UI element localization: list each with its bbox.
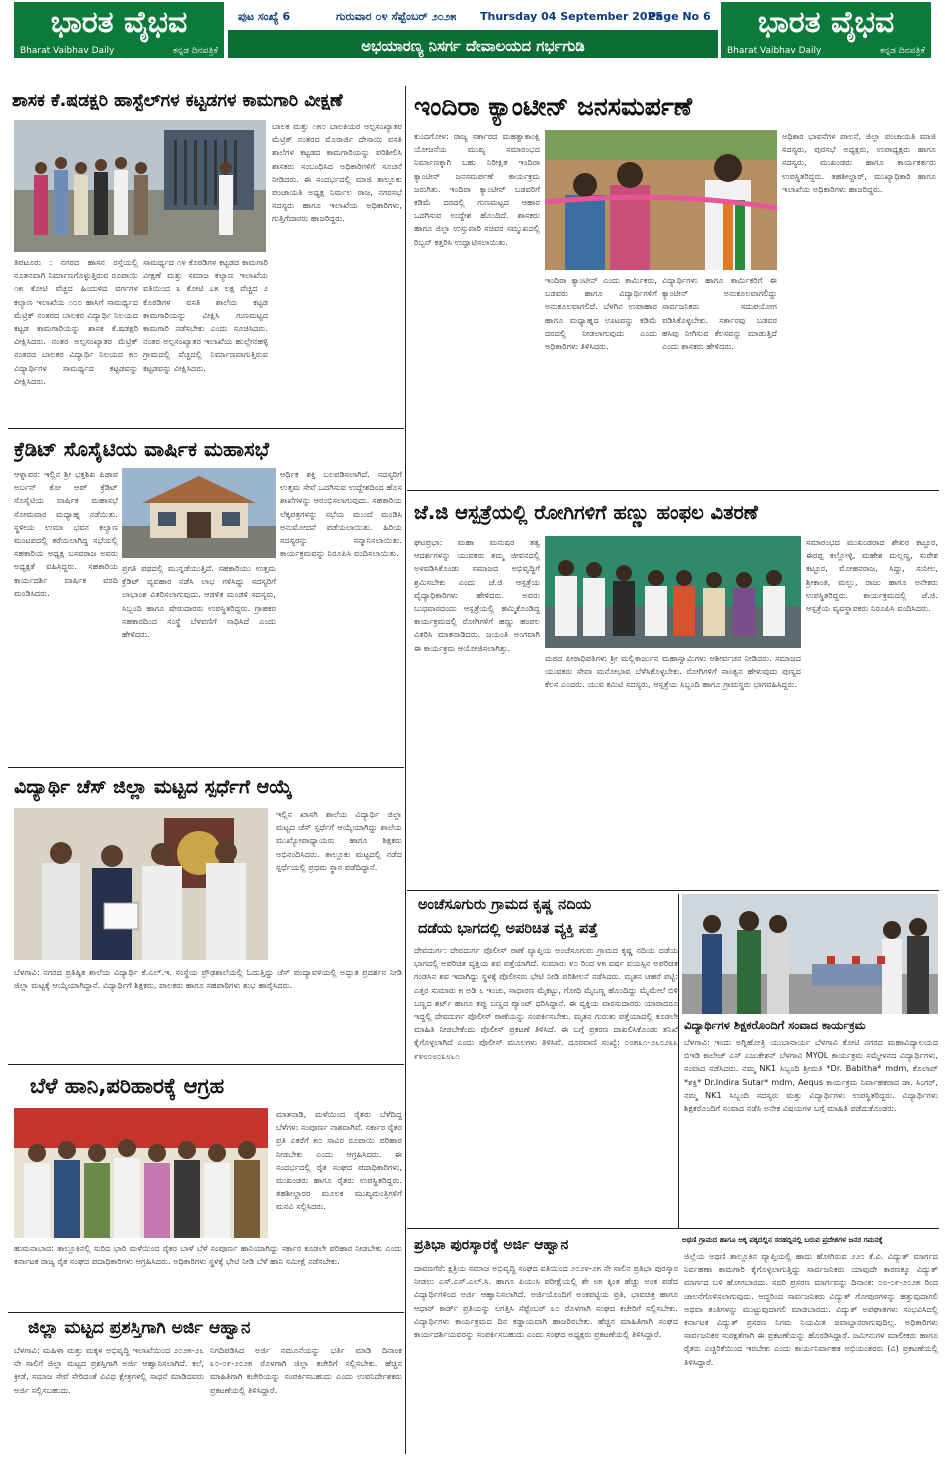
krishna-headline-2: ದಡೆಯ ಭಾಗದಲ್ಲಿ ಅಪರಿಚಿತ ವ್ಯಕ್ತಿ ಪತ್ತೆ [418, 921, 598, 937]
award-headline: ಪ್ರತಿಭಾ ಪುರಸ್ಕಾರಕ್ಕೆ ಅರ್ಜಿ ಆಹ್ವಾನ [414, 1237, 569, 1253]
chess-photo [14, 808, 268, 960]
excellence-headline: ಅಥಣಿ ಗ್ರಾಮದ ಹಾಗೂ ಆಕ್ಕ ಪಕ್ಕದಲ್ಲಿನ ಸರಹದ್ದಿನಲ್ಲಿ ಬರುವ ಪ್ರದೇಶಗಳ ಜನರ ಗಮನಕ್ಕೆ [682, 1235, 883, 1244]
chess-headline: ವಿದ್ಯಾರ್ಥಿ ಚೆಸ್ ಜಿಲ್ಲಾ ಮಟ್ಟದ ಸ್ಪರ್ಧೆಗೆ ಆಯ್ಕೆ [14, 776, 293, 798]
column-divider [405, 86, 406, 1454]
page-number-en: Page No 6 [648, 10, 711, 23]
logo-title: ಭಾರತ ವೈಭವ [721, 2, 931, 44]
excellence-body: ಜಿಲ್ಲೆಯ ಅಥಣಿ ತಾಲ್ಲೂಕಿನ ವ್ಯಾಪ್ತಿಯಲ್ಲಿ ಹಾದು ಹೋಗಿರುವ ೨೨೦ ಕೆ.ವಿ. ವಿದ್ಯುತ್ ಮಾರ್ಗದ ನಿರ್ವಹಣಾ ಕಾಮಗಾರಿ ಕೈಗೊಳ್ಳಲಾಗುತ್ತಿದ್ದು ಸಾರ್ವಜನಿಕರು ಯಾವುದೇ ಕಾರಣಕ್ಕೂ ವಿದ್ಯುತ್ ಮಾರ್ಗದ ಬಳಿ ಹೋಗಬಾರದು. ಸದರಿ ಪ್ರಸರಣ ಮಾರ್ಗವನ್ನು ದಿನಾಂಕ: ೦೮-೦೯-೨೦೨೫ ರಿಂದ ಚಾಲನೆಗೊಳಿಸಲಾಗುವುದು. ಆದ್ದರಿಂದ ಸಾರ್ವಜನಿಕರು ವಿದ್ಯುತ್ ಗೋಪುರಗಳನ್ನು ಹತ್ತುವುದಾಗಲಿ ಅಥವಾ ತಂತಿಗಳನ್ನು ಮುಟ್ಟುವುದಾಗಲಿ ಮಾಡಬಾರದು. ವಿದ್ಯುತ್ ಅಪಘಾತಗಳು ಸಂಭವಿಸಿದಲ್ಲಿ ಕರ್ನಾಟಕ ವಿದ್ಯುತ್ ಪ್ರಸರಣ ನಿಗಮ ನಿಯಮಿತ ಜವಾಬ್ದಾರರಾಗುವುದಿಲ್ಲ. ಅಧಿಕಾರಿಗಳು ಸಾರ್ವಜನಿಕರ ಸುರಕ್ಷತೆಗಾಗಿ ಈ ಪ್ರಕಟಣೆಯನ್ನು ಹೊರಡಿಸಿದ್ದಾರೆ. ಜಮೀನುಗಳ ಮಾಲೀಕರು ಹಾಗೂ ರೈತರು ಎಚ್ಚರಿಕೆಯಿಂದ ಇರಬೇಕು ಎಂದು ಕಾರ್ಯನಿರ್ವಾಹಕ ಅಭಿಯಂತರರು (ವಿ) ಪ್ರಕಟಣೆಯಲ್ಲಿ ತಿಳಿಸಿದ್ದಾರೆ. [684, 1251, 938, 1367]
logo-subtitle [14, 44, 224, 58]
divider [407, 490, 939, 491]
date-en: Thursday 04 September 2025 [480, 10, 663, 23]
credit-photo [122, 468, 276, 558]
date-kn: ಗುರುವಾರ ೦೪ ಸೆಪ್ಟೆಂಬರ್ ೨೦೨೫ [336, 10, 457, 23]
banana-photo [14, 1108, 268, 1238]
logo-subtitle [721, 44, 931, 58]
divider [407, 1228, 939, 1229]
divider [8, 428, 404, 429]
canteen-body-3: ವಿದ್ಯಾರ್ಥಿಗಳು ಹಾಗೂ ಕಾರ್ಮಿಕರಿಗೆ ಈ ಕ್ಯಾಂಟೀನ್ ಅನುಕೂಲವಾಗಲಿದ್ದು ಸಾರ್ವಜನಿಕರು ಸದುಪಯೋಗ ಪಡಿಸಿಕೊಳ್ಳಬೇಕು. ಸರ್ಕಾರವು ಬಡವರ ಹಸಿವು ನೀಗಿಸುವ ಕೆಲಸವನ್ನು ಮಾಡುತ್ತಿದೆ ಎಂದು ಶಾಸಕರು ಹೇಳಿದರು. [662, 275, 777, 352]
banana-body-bottom: ಹುಮನಾಬಾದ: ತಾಲ್ಲೂಕಿನಲ್ಲಿ ಸುರಿದ ಭಾರಿ ಮಳೆಯಿಂದ ರೈತರ ಬಾಳೆ ಬೆಳೆ ಸಂಪೂರ್ಣ ಹಾನಿಯಾಗಿದ್ದು ಸರ್ಕಾರ ಕೂಡಲೇ ಪರಿಹಾರ ನೀಡಬೇಕು ಎಂದು ಕರ್ನಾಟಕ ರಾಜ್ಯ ರೈತ ಸಂಘದ ಪದಾಧಿಕಾರಿಗಳು ಆಗ್ರಹಿಸಿದರು. ಅಧಿಕಾರಿಗಳು ಸ್ಥಳಕ್ಕೆ ಭೇಟಿ ನೀಡಿ ಬೆಳೆ ಹಾನಿ ಸಮೀಕ್ಷೆ ನಡೆಸಬೇಕು. [14, 1243, 402, 1267]
canteen-body-1: ಕುಂದಗೋಳ: ರಾಜ್ಯ ಸರ್ಕಾರದ ಮಹತ್ವಾಕಾಂಕ್ಷಿ ಯೋಜನೆಯ ಮುಖ್ಯ ಸಮಾರಂಭದ ನಿರ್ಮಾಣಕ್ಕಾಗಿ ಬಹು ನಿರೀಕ್ಷಿತ ಇಂದಿರಾ ಕ್ಯಾಂಟೀನ್ ಜನಸಮರ್ಪಣೆ ಕಾರ್ಯಕ್ರಮ ಜರುಗಿತು. ಇಂದಿರಾ ಕ್ಯಾಂಟೀನ್ ಬಡವರಿಗೆ ಕಡಿಮೆ ದರದಲ್ಲಿ ಗುಣಮಟ್ಟದ ಆಹಾರ ಒದಗಿಸುವ ಉದ್ದೇಶ ಹೊಂದಿದೆ. ಶಾಸಕರು ಹಾಗೂ ಜಿಲ್ಲಾ ಉಸ್ತುವಾರಿ ಸಚಿವರ ಸಮ್ಮುಖದಲ್ಲಿ ರಿಬ್ಬನ್ ಕತ್ತರಿಸಿ ಉದ್ಘಾಟಿಸಲಾಯಿತು. [414, 131, 540, 247]
district-body-right: ನಿಗದಿಪಡಿಸಿದ ಅರ್ಜಿ ನಮೂನೆಯನ್ನು ಭರ್ತಿ ಮಾಡಿ ದಿನಾಂಕ ೩೦-೦೯-೨೦೨೫ ರೊಳಗಾಗಿ ಜಿಲ್ಲಾ ಕಚೇರಿಗೆ ಸಲ್ಲಿಸಬೇಕು. ಹೆಚ್ಚಿನ ಮಾಹಿತಿಗಾಗಿ ಕಚೇರಿಯನ್ನು ಸಂಪರ್ಕಿಸಬಹುದು ಎಂದು ಉಪನಿರ್ದೇಶಕರು ಪ್ರಕಟಣೆಯಲ್ಲಿ ತಿಳಿಸಿದ್ದಾರೆ. [210, 1345, 402, 1395]
divider [8, 767, 404, 768]
hostel-body-mid: ಸಾಮರ್ಥ್ಯದ ೧೪ ಕೊಠಡಿಗಳ ಕಟ್ಟಡದ ಕಾಮಗಾರಿ ವೀಕ್ಷಣೆ ಮತ್ತು ಸಮಾಜ ಕಲ್ಯಾಣ ಇಲಾಖೆಯ ವತಿಯಿಂದ ೩ ಕೋಟಿ ೭೫ ಲಕ್ಷ ವೆಚ್ಚದ ೨ ಕೊಠಡಿಗಳ ವಸತಿ ಶಾಲೆಯ ಕಟ್ಟಡ ಕಾಮಗಾರಿಯನ್ನು ವೀಕ್ಷಿಸಿ ಗುಣಮಟ್ಟದ ಕಾಮಗಾರಿ ನಡೆಸಬೇಕು ಎಂದು ಸೂಚಿಸಿದರು. ನಂತರ ಅಲ್ಪಸಂಖ್ಯಾತರ ಇಲಾಖೆಯ ಹುಲ್ಲೇನಹಳ್ಳಿ ಗ್ರಾಮದಲ್ಲಿ ವೆಚ್ಚದಲ್ಲಿ ನಿರ್ಮಾಣವಾಗುತ್ತಿರುವ ಕಟ್ಟಡವನ್ನು ವೀಕ್ಷಿಸಿದರು. [143, 257, 268, 373]
hostel-body-right: ಬಾಲಕ ಮತ್ತು ೧೫೦ ಬಾಲಕಿಯರ ಅಲ್ಪಸಂಖ್ಯಾತರ ಮೆಟ್ರಿಕ್ ನಂತರದ ಮೊರಾರ್ಜಿ ದೇಸಾಯಿ ವಸತಿ ಶಾಲೆಗಳ ಕಟ್ಟಡದ ಕಾಮಗಾರಿಯನ್ನು ಪರಿಶೀಲಿಸಿ ಶಾಸಕರು ಸಂಬಂಧಿಸಿದ ಅಧಿಕಾರಿಗಳಿಗೆ ಸೂಚನೆ ನೀಡಿದರು. ಈ ಸಂದರ್ಭದಲ್ಲಿ ಮಾಜಿ ತಾಲ್ಲೂಕು ಪಂಚಾಯತಿ ಅಧ್ಯಕ್ಷ ನಿರ್ಮಲ ರಾಜ, ನಗರಸಭೆ ಸದಸ್ಯರು ಹಾಗೂ ಇಲಾಖೆಯ ಅಧಿಕಾರಿಗಳು, ಗುತ್ತಿಗೆದಾರರು ಹಾಜರಿದ್ದರು. [272, 121, 402, 224]
district-body-left: ಬೆಳಗಾವಿ: ಮಹಿಳಾ ಮತ್ತು ಮಕ್ಕಳ ಅಭಿವೃದ್ಧಿ ಇಲಾಖೆಯಿಂದ ೨೦೨೫-೨೬ ನೇ ಸಾಲಿಗೆ ಜಿಲ್ಲಾ ಮಟ್ಟದ ಪ್ರಶಸ್ತಿಗಾಗಿ ಅರ್ಜಿ ಆಹ್ವಾನಿಸಲಾಗಿದೆ. ಕಲೆ, ಕ್ರೀಡೆ, ಸಮಾಜ ಸೇವೆ ಸೇರಿದಂತೆ ವಿವಿಧ ಕ್ಷೇತ್ರಗಳಲ್ಲಿ ಸಾಧನೆ ಮಾಡಿದವರು ಅರ್ಜಿ ಸಲ್ಲಿಸಬಹುದು. [14, 1345, 204, 1395]
masthead-logo-right [721, 2, 931, 58]
krishna-body: ದೇವದುರ್ಗ: ದೇವದುರ್ಗ ಪೊಲೀಸ್ ಠಾಣೆ ವ್ಯಾಪ್ತಿಯ ಅಂಚೆಸೂಗುರು ಗ್ರಾಮದ ಕೃಷ್ಣ ನದಿಯ ದಡೆಯ ಭಾಗದಲ್ಲಿ ಅಪರಿಚಿತ ವ್ಯಕ್ತಿಯ ಶವ ಪತ್ತೆಯಾಗಿದೆ. ಸುಮಾರು ೪೦ ರಿಂದ ೪೫ ವರ್ಷ ವಯಸ್ಸಿನ ಅಪರಿಚಿತ ಗಂಡಸಿನ ಶವ ಇದಾಗಿದ್ದು ಸ್ಥಳಕ್ಕೆ ಪೊಲೀಸರು ಭೇಟಿ ನೀಡಿ ಪರಿಶೀಲನೆ ನಡೆಸಿದರು. ಮೃತನ ಚಹರೆ ಪಟ್ಟಿ: ಎತ್ತರ ಸುಮಾರು ೫ ಅಡಿ ೬ ಇಂಚು, ಸಾಧಾರಣ ಮೈಕಟ್ಟು, ಗೋಧಿ ಮೈಬಣ್ಣ ಹೊಂದಿದ್ದು ಮೈಮೇಲೆ ಬಿಳಿ ಬಣ್ಣದ ಶರ್ಟ್ ಹಾಗೂ ಕಪ್ಪು ಬಣ್ಣದ ಪ್ಯಾಂಟ್ ಧರಿಸಿದ್ದಾನೆ. ಈ ವ್ಯಕ್ತಿಯ ವಾರಸುದಾರರು ಯಾರಾದರೂ ಇದ್ದಲ್ಲಿ ದೇವದುರ್ಗ ಪೊಲೀಸ್ ಠಾಣೆಯನ್ನು ಸಂಪರ್ಕಿಸಬೇಕು. ಮೃತನ ಗುರುತು ಪತ್ತೆಯಾದಲ್ಲಿ ಕೂಡಲೇ ಮಾಹಿತಿ ನೀಡಬೇಕೆಂದು ಪೊಲೀಸ್ ಪ್ರಕಟಣೆ ತಿಳಿಸಿದೆ. ಈ ಬಗ್ಗೆ ಪ್ರಕರಣ ದಾಖಲಿಸಿಕೊಂಡು ತನಿಖೆ ಕೈಗೊಳ್ಳಲಾಗಿದೆ ಎಂದು ಪೊಲೀಸ್ ಮೂಲಗಳು ತಿಳಿಸಿವೆ. ದೂರವಾಣಿ ಸಂಖ್ಯೆ: ೦೮೫೩೧-೨೬೦೨೩೩ ೯೪೮೦೮೦೩೮೬೧ [414, 945, 678, 1061]
credit-headline: ಕ್ರೆಡಿಟ್ ಸೊಸೈಟಿಯ ವಾರ್ಷಿಕ ಮಹಾಸಭೆ [14, 437, 270, 461]
divider [8, 1064, 404, 1065]
chess-body-right: ಇಲ್ಲಿನ ಖಾಸಗಿ ಶಾಲೆಯ ವಿದ್ಯಾರ್ಥಿ ಜಿಲ್ಲಾ ಮಟ್ಟದ ಚೆಸ್ ಸ್ಪರ್ಧೆಗೆ ಆಯ್ಕೆಯಾಗಿದ್ದು ಶಾಲೆಯ ಮುಖ್ಯೋಪಾಧ್ಯಾಯರು ಹಾಗೂ ಶಿಕ್ಷಕರು ಅಭಿನಂದಿಸಿದರು. ತಾಲ್ಲೂಕು ಮಟ್ಟದಲ್ಲಿ ನಡೆದ ಸ್ಪರ್ಧೆಯಲ್ಲಿ ಪ್ರಥಮ ಸ್ಥಾನ ಪಡೆದಿದ್ದಾನೆ. [276, 809, 402, 872]
teachers-body: ಬೆಳಗಾವಿ: ಇಂದು ಅಗ್ನಿಹೋತ್ರಿ ಯುಬಾನಾರ್ಯ ಬೆಳಗಾವಿ ಕೋಟಿ ನಗರದ ಮಹಾವಿದ್ಯಾಲಯದ ಬಿಇಡಿ ಕಾಲೇಜ್ ಎಸ್ ಎಜುಕೇಶನ್ ಬೆಳಗಾವಿ MYOL ಕಾರ್ಯಕ್ರಮ ಸಮ್ಮೇಳನದ ವಿದ್ಯಾರ್ಥಿಗಳು, ಸಂವಾದ ನಡೆಸಿದರು. ನಮ್ಮ NK1 ಸಿಬ್ಬಂದಿ ಶ್ರೀಮತಿ *Dr. Babitha* mdm, ಕೊಲಾಪ್ *ಶಕ್ತಿ* Dr.Indira Sutar* mdm, Aequs ಕಾರ್ಯಕ್ರಮ ನಿರ್ವಾಹಕರಾದ ಡಾ. ಸಿಂಗರ್, ನಮ್ಮ NK1 ಸಿಬ್ಬಂದಿ ಸದಸ್ಯರು ಮತ್ತು ವಿದ್ಯಾರ್ಥಿಗಳು ಉಪಸ್ಥಿತರಿದ್ದರು. ವಿದ್ಯಾರ್ಥಿಗಳು ಶಿಕ್ಷಕರೊಂದಿಗೆ ಸಂವಾದ ನಡೆಸಿ ಅನೇಕ ವಿಷಯಗಳ ಬಗ್ಗೆ ಮಾಹಿತಿ ಪಡೆದುಕೊಂಡರು. [684, 1037, 938, 1114]
canteen-headline: ಇಂದಿರಾ ಕ್ಯಾಂಟೀನ್ ಜನಸಮರ್ಪಣೆ [414, 92, 692, 121]
divider [407, 890, 939, 891]
canteen-body-2: ಇಂದಿರಾ ಕ್ಯಾಂಟೀನ್ ಎಂದು ಕಾರ್ಮಿಕರು, ಬಡವರು ಹಾಗೂ ವಿದ್ಯಾರ್ಥಿಗಳಿಗೆ ಅನುಕೂಲವಾಗಲಿದೆ. ಬೆಳಗಿನ ಉಪಾಹಾರ ಹಾಗೂ ಮಧ್ಯಾಹ್ನದ ಊಟವನ್ನು ಕಡಿಮೆ ದರದಲ್ಲಿ ನೀಡಲಾಗುವುದು ಎಂದು ಅಧಿಕಾರಿಗಳು ತಿಳಿಸಿದರು. [545, 275, 657, 352]
hospital-body-1: ಘಟಪ್ರಭಾ: ಮಹಾ ಮನುಷರ ತತ್ವ ಆದರ್ಶಗಳನ್ನು ಯುವಕರು ತಮ್ಮ ಜೀವನದಲ್ಲಿ ಅಳವಡಿಸಿಕೊಂಡು ಸಮಾಜದ ಅಭಿವೃದ್ಧಿಗೆ ಶ್ರಮಿಸಬೇಕು ಎಂದು ಜೆ.ಜಿ ಆಸ್ಪತ್ರೆಯ ವೈದ್ಯಾಧಿಕಾರಿಗಳು ಹೇಳಿದರು. ಅವರು ಬುಧವಾರದಂದು ಆಸ್ಪತ್ರೆಯಲ್ಲಿ ಹಮ್ಮಿಕೊಂಡಿದ್ದ ಕಾರ್ಯಕ್ರಮದಲ್ಲಿ ರೋಗಿಗಳಿಗೆ ಹಣ್ಣು ಹಂಪಲ ವಿತರಿಸಿ ಮಾತನಾಡಿದರು. ಜಯಂತಿ ಅಂಗವಾಗಿ ಈ ಕಾರ್ಯಕ್ರಮ ಆಯೋಜಿಸಲಾಗಿತ್ತು. [414, 537, 540, 653]
divider [678, 894, 679, 1228]
credit-body-2: ಪ್ರಗತಿ ಪಥದಲ್ಲಿ ಮುನ್ನಡೆಯುತ್ತಿದೆ. ಸಹಕಾರಿಯು ಉತ್ತಮ ಕ್ರೆಡಿಟ್ ವ್ಯವಹಾರ ನಡೆಸಿ ಲಾಭ ಗಳಿಸಿದ್ದು ಸದಸ್ಯರಿಗೆ ಲಾಭಾಂಶ ವಿತರಿಸಲಾಗುವುದು. ಆಡಳಿತ ಮಂಡಳಿ ಸದಸ್ಯರು, ಸಿಬ್ಬಂದಿ ಹಾಗೂ ಷೇರುದಾರರು ಉಪಸ್ಥಿತರಿದ್ದರು. ಗ್ರಾಹಕರ ಸಹಕಾರದಿಂದ ಸಂಸ್ಥೆ ಬೆಳವಣಿಗೆ ಸಾಧಿಸಿದೆ ಎಂದು ಹೇಳಿದರು. [122, 563, 276, 640]
page-number-kn: ಪುಟ ಸಂಖ್ಯೆ 6 [238, 10, 291, 23]
canteen-photo [545, 130, 777, 270]
logo-sub-kn: ಕನ್ನಡ ದಿನಪತ್ರಿಕೆ [879, 46, 925, 56]
logo-sub-kn: ಕನ್ನಡ ದಿನಪತ್ರಿಕೆ [172, 46, 218, 56]
logo-sub-en: Bharat Vaibhav Daily [20, 46, 115, 56]
masthead [0, 0, 945, 62]
credit-body-1: ಆಳ್ನಾವರ: ಇಲ್ಲಿನ ಶ್ರೀ ಭಕ್ತಶಿಖ ಪಿಡಾಪ ಅರ್ಬನ್ ಕೋ ಆಪ್ ಕ್ರೆಡಿಟ್ ಸೊಸೈಟಿಯ ವಾರ್ಷಿಕ ಮಹಾಸಭೆ ಸೋಮವಾರ ಮಧ್ಯಾಹ್ನ ನಡೆಯಿತು. ಸ್ಥಳೀಯ ಉಮಾ ಭವನ ಕಲ್ಯಾಣ ಮಂಟಪದಲ್ಲಿ ಕರೆಯಲಾಗಿದ್ದ ಸಭೆಯಲ್ಲಿ ಸಹಕಾರಿಯ ಅಧ್ಯಕ್ಷ ಬಸವರಾಜ ಅವರು ಅಧ್ಯಕ್ಷತೆ ವಹಿಸಿದ್ದರು. ಸಹಕಾರಿಯ ಕಾರ್ಯದರ್ಶಿ ವಾರ್ಷಿಕ ವರದಿ ಮಂಡಿಸಿದರು. [14, 469, 118, 598]
award-body: ದಾವಣಗೆರೆ: ಕ್ಷತ್ರಿಯ ಸಮಾಜ ಅಭಿವೃದ್ಧಿ ಸಂಘದ ವತಿಯಿಂದ ೨೦೨೪-೨೫ ನೇ ಸಾಲಿನ ಪ್ರತಿಭಾ ಪುರಸ್ಕಾರ ನೀಡಲು ಎಸ್.ಎಸ್.ಎಲ್.ಸಿ. ಹಾಗೂ ಪಿಯುಸಿ ಪರೀಕ್ಷೆಯಲ್ಲಿ ಶೇ ೮೫ ಕ್ಕಿಂತ ಹೆಚ್ಚು ಅಂಕ ಪಡೆದ ವಿದ್ಯಾರ್ಥಿಗಳಿಂದ ಅರ್ಜಿ ಆಹ್ವಾನಿಸಲಾಗಿದೆ. ಅರ್ಜಿಯೊಂದಿಗೆ ಅಂಕಪಟ್ಟಿಯ ಪ್ರತಿ, ಭಾವಚಿತ್ರ ಹಾಗೂ ಆಧಾರ್ ಕಾರ್ಡ್ ಪ್ರತಿಯನ್ನು ಲಗತ್ತಿಸಿ ಸೆಪ್ಟೆಂಬರ್ ೩೦ ರೊಳಗಾಗಿ ಸಂಘದ ಕಚೇರಿಗೆ ಸಲ್ಲಿಸಬೇಕು. ವಿದ್ಯಾರ್ಥಿಗಳು ಕಾರ್ಯಕ್ರಮದ ದಿನ ಕಡ್ಡಾಯವಾಗಿ ಹಾಜರಿರಬೇಕು. ಹೆಚ್ಚಿನ ಮಾಹಿತಿಗಾಗಿ ಸಂಘದ ಕಾರ್ಯದರ್ಶಿಯವರನ್ನು ಸಂಪರ್ಕಿಸಬಹುದು ಎಂದು ಸಂಘದ ಅಧ್ಯಕ್ಷರು ಪ್ರಕಟಣೆಯಲ್ಲಿ ತಿಳಿಸಿದ್ದಾರೆ. [414, 1263, 678, 1340]
masthead-logo-left [14, 2, 224, 58]
banana-headline: ಬೆಳೆ ಹಾನಿ,ಪರಿಹಾರಕ್ಕೆ ಆಗ್ರಹ [30, 1074, 225, 1098]
logo-title: ಭಾರತ ವೈಭವ [14, 2, 224, 44]
hospital-body-2: ಮಠದ ಪೀಠಾಧಿಪತಿಗಳು ಶ್ರೀ ಮಲ್ಲಿಕಾರ್ಜುನ ಮಹಾಸ್ವಾಮಿಗಳು ಆಶೀರ್ವಚನ ನೀಡಿದರು. ಸಮಾಜದ ಯುವಕರು ಸೇವಾ ಮನೋಭಾವ ಬೆಳೆಸಿಕೊಳ್ಳಬೇಕು. ರೋಗಿಗಳಿಗೆ ಸಾಂತ್ವನ ಹೇಳುವುದು ಪುಣ್ಯದ ಕೆಲಸ ಎಂದರು. ಯುವ ಕಮಿಟಿ ಸದಸ್ಯರು, ಆಸ್ಪತ್ರೆಯ ಸಿಬ್ಬಂದಿ ಹಾಗೂ ಗ್ರಾಮಸ್ಥರು ಭಾಗವಹಿಸಿದ್ದರು. [545, 653, 801, 690]
canteen-body-4: ಅಧಿಕಾರ ಭಾವನೆಗಳ ಪಾಲನೆ, ಜಿಲ್ಲಾ ಪಂಚಾಯತಿ ಮಾಜಿ ಸದಸ್ಯರು, ಪುರಸಭೆ ಅಧ್ಯಕ್ಷರು, ಉಪಾಧ್ಯಕ್ಷರು ಹಾಗೂ ಸದಸ್ಯರು, ಮುಖಂಡರು ಹಾಗೂ ಕಾರ್ಯಕರ್ತರು ಉಪಸ್ಥಿತರಿದ್ದರು. ತಹಶೀಲ್ದಾರ್, ಮುಖ್ಯಾಧಿಕಾರಿ ಹಾಗೂ ಇಲಾಖೆಯ ಅಧಿಕಾರಿಗಳು ಹಾಜರಿದ್ದರು. [782, 131, 936, 194]
banner: ಅಭಯಾರಣ್ಯ ನಿಸರ್ಗ ದೇವಾಲಯದ ಗರ್ಭಗುಡಿ [228, 30, 718, 58]
district-headline: ಜಿಲ್ಲಾ ಮಟ್ಟದ ಪ್ರಶಸ್ತಿಗಾಗಿ ಅರ್ಜಿ ಆಹ್ವಾನ [28, 1318, 251, 1338]
hostel-photo [14, 120, 266, 252]
teachers-headline: ವಿದ್ಯಾರ್ಥಿಗಳ ಶಿಕ್ಷಕರೊಂದಿಗೆ ಸಂವಾದ ಕಾರ್ಯಕ್ರಮ [684, 1018, 866, 1032]
krishna-headline-1: ಅಂಚೆಸೂಗುರು ಗ್ರಾಮದ ಕೃಷ್ಣ ನದಿಯ [418, 897, 592, 913]
hostel-body-left: ತಿಪಟೂರು : ನಗರದ ಹಾಸನ ರಸ್ತೆಯಲ್ಲಿ ನೂತನವಾಗಿ ನಿರ್ಮಾಣಗೊಳ್ಳುತ್ತಿರುವ ರೂಪಾಯಿ ೧೫ ಕೋಟಿ ವೆಚ್ಚದ ಹಿಂದುಳಿದ ವರ್ಗಗಳ ಕಲ್ಯಾಣ ಇಲಾಖೆಯ ೧೦೦ ಹಾಸಿಗೆ ಸಾಮರ್ಥ್ಯದ ಮೆಟ್ರಿಕ್ ನಂತರದ ಬಾಲಕರ ವಿದ್ಯಾರ್ಥಿ ನಿಲಯದ ಕಟ್ಟಡ ಕಾಮಗಾರಿಯನ್ನು ಶಾಸಕ ಕೆ.ಷಡಕ್ಷರಿ ವೀಕ್ಷಿಸಿದರು. ನಂತರ ಅಲ್ಪಸಂಖ್ಯಾತರ ಮೆಟ್ರಿಕ್ ನಂತರದ ಬಾಲಕರ ವಿದ್ಯಾರ್ಥಿ ನಿಲಯದ ೫೦ ವಿದ್ಯಾರ್ಥಿಗಳ ಸಾಮರ್ಥ್ಯದ ಕಟ್ಟಡವನ್ನು ವೀಕ್ಷಿಸಿದರು. [14, 257, 138, 386]
page-meta [228, 6, 718, 26]
hospital-headline: ಜೆ.ಜಿ ಆಸ್ಪತ್ರೆಯಲ್ಲಿ ರೋಗಿಗಳಿಗೆ ಹಣ್ಣು ಹಂಫಲ ವಿತರಣೆ [414, 501, 758, 524]
banana-body-right: ಮಾತನಾಡಿ, ಮಳೆಯಿಂದ ರೈತರು ಬೆಳೆದಿದ್ದ ಬೆಳೆಗಳು ಸಂಪೂರ್ಣ ನಾಶವಾಗಿವೆ. ಸರ್ಕಾರ ರೈತರ ಪ್ರತಿ ಎಕರೆಗೆ ೫೦ ಸಾವಿರ ರೂಪಾಯಿ ಪರಿಹಾರ ನೀಡಬೇಕು ಎಂದು ಆಗ್ರಹಿಸಿದರು. ಈ ಸಂದರ್ಭದಲ್ಲಿ ರೈತ ಸಂಘದ ಪದಾಧಿಕಾರಿಗಳು, ಮುಖಂಡರು ಹಾಗೂ ರೈತರು ಉಪಸ್ಥಿತರಿದ್ದರು. ತಹಶೀಲ್ದಾರರ ಮೂಲಕ ಮುಖ್ಯಮಂತ್ರಿಗಳಿಗೆ ಮನವಿ ಸಲ್ಲಿಸಿದರು. [276, 1109, 402, 1212]
chess-body-bottom: ಬೆಳಗಾವಿ: ನಗರದ ಪ್ರತಿಷ್ಠಿತ ಶಾಲೆಯ ವಿದ್ಯಾರ್ಥಿ ಕೆ.ಎಲ್.ಇ. ಸಂಸ್ಥೆಯ ಪ್ರೌಢಶಾಲೆಯಲ್ಲಿ ಓದುತ್ತಿದ್ದು ಚೆಸ್ ಪಂದ್ಯಾವಳಿಯಲ್ಲಿ ಅದ್ಭುತ ಪ್ರದರ್ಶನ ನೀಡಿ ಜಿಲ್ಲಾ ಮಟ್ಟಕ್ಕೆ ಆಯ್ಕೆಯಾಗಿದ್ದಾನೆ. ವಿದ್ಯಾರ್ಥಿಗೆ ಶಿಕ್ಷಕರು, ಪಾಲಕರು ಹಾಗೂ ಸಹಪಾಠಿಗಳು ಶುಭ ಹಾರೈಸಿದರು. [14, 967, 402, 991]
logo-sub-en: Bharat Vaibhav Daily [727, 46, 822, 56]
hostel-headline: ಶಾಸಕ ಕೆ.ಷಡಕ್ಷರಿ ಹಾಸ್ಟೆಲ್‌ಗಳ ಕಟ್ಟಡಗಳ ಕಾಮಗಾರಿ ವೀಕ್ಷಣೆ [12, 91, 343, 111]
credit-body-3: ಆರ್ಥಿಕ ಶಕ್ತಿ ಬಲಪಡಿಸಲಾಗಿದೆ. ಸದಸ್ಯರಿಗೆ ಉತ್ತಮ ಸೇವೆ ಒದಗಿಸುವ ಉದ್ದೇಶದಿಂದ ಹೊಸ ಶಾಖೆಗಳನ್ನು ಆರಂಭಿಸಲಾಗುವುದು. ಸಹಕಾರಿಯ ಲೆಕ್ಕಪತ್ರಗಳನ್ನು ಸಭೆಯ ಮುಂದೆ ಮಂಡಿಸಿ ಅನುಮೋದನೆ ಪಡೆಯಲಾಯಿತು. ಹಿರಿಯ ಸದಸ್ಯರನ್ನು ಸನ್ಮಾನಿಸಲಾಯಿತು. ಕಾರ್ಯಕ್ರಮವನ್ನು ನಿರೂಪಿಸಿ ವಂದಿಸಲಾಯಿತು. [280, 469, 402, 559]
teachers-photo [682, 894, 938, 1014]
hospital-photo [545, 536, 801, 648]
hospital-body-3: ಸಮಾರಂಭದ ಮುಖಂಡರಾದ ಶೇಖರ ಕಟ್ಟೂರ, ಈರಪ್ಪ ಕಲ್ಲೋಳ್ಳಿ, ಮಹೇಶ ಮಲ್ಲಣ್ಣ, ಸುರೇಶ ಕಟ್ಟೂರ, ಮೋಹನರಾಜ, ಸಿದ್ದು, ಸುನೀಲ, ಶ್ರೀಕಾಂತ, ಮಲ್ಲು, ರಾಜು ಹಾಗೂ ಅನೇಕರು ಉಪಸ್ಥಿತರಿದ್ದರು. ಕಾರ್ಯಕ್ರಮದಲ್ಲಿ ಜೆ.ಜಿ. ಆಸ್ಪತ್ರೆಯ ವ್ಯವಸ್ಥಾಪಕರು ನಿರೂಪಿಸಿ ವಂದಿಸಿದರು. [806, 537, 938, 614]
